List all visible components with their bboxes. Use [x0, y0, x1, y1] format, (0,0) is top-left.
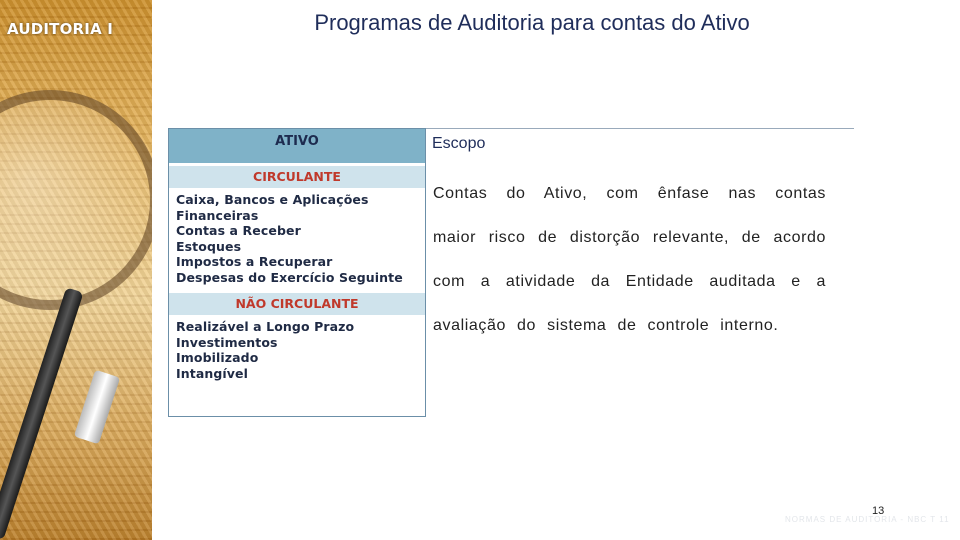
- ativo-table: [168, 128, 426, 417]
- escopo-body: Contas do Ativo, com ênfase nas contas maior risco de distorção relevante, de acordo com a atividade da Entidade auditada e a avaliação do sistema de controle interno.: [433, 185, 826, 334]
- list-item: Investimentos: [176, 334, 278, 350]
- magnifying-glass-ring: [74, 370, 120, 445]
- section-label: AUDITORIA I: [7, 20, 114, 38]
- circulante-header: CIRCULANTE: [169, 166, 425, 190]
- list-item: Realizável a Longo Prazo: [176, 319, 355, 334]
- magnifying-glass-handle: [0, 287, 84, 540]
- list-item: Imobilizado: [176, 350, 259, 365]
- side-panel-image: [0, 0, 152, 540]
- footer-watermark: NORMAS DE AUDITORIA - NBC T 11: [785, 515, 950, 524]
- escopo-title: Escopo: [426, 128, 854, 158]
- magnifying-glass-lens: [0, 90, 152, 310]
- nao-circulante-list: [169, 317, 425, 389]
- list-item: Intangível: [176, 365, 249, 381]
- list-item: Financeiras: [176, 207, 259, 223]
- table-header: ATIVO: [169, 129, 425, 166]
- list-item: Impostos a Recuperar: [176, 254, 333, 269]
- slide-title: Programas de Auditoria para contas do Ativo: [314, 10, 750, 35]
- list-item: Estoques: [176, 238, 242, 254]
- list-item: Despesas do Exercício Seguinte: [176, 269, 403, 285]
- page-number: 13: [872, 505, 885, 517]
- list-item: Contas a Receber: [176, 223, 301, 238]
- nao-circulante-header: NÃO CIRCULANTE: [169, 293, 425, 317]
- circulante-list: [169, 190, 425, 293]
- list-item: Caixa, Bancos e Aplicações: [176, 192, 369, 207]
